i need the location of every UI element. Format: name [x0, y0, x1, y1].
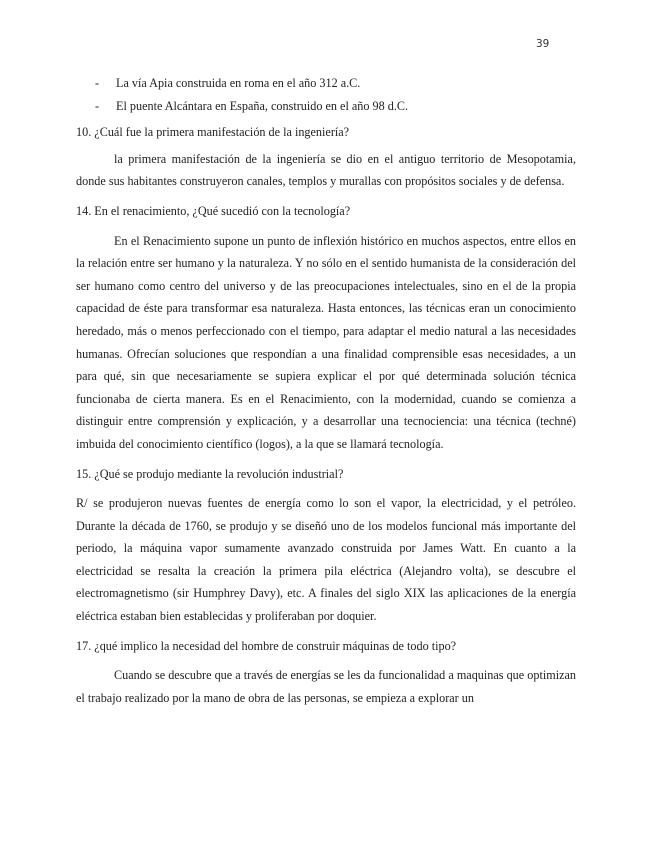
- question-10: 10. ¿Cuál fue la primera manifestación de la ingeniería?: [76, 125, 350, 140]
- answer-17: Cuando se descubre que a través de energías se les da funcionalidad a maquinas que optimizan el trabajo realizado por la mano de obra de las personas, se empieza a explorar un: [76, 668, 576, 705]
- bullet-item: [95, 95, 576, 118]
- question-17: 17. ¿qué implico la necesidad del hombre de construir máquinas de todo tipo?: [76, 638, 457, 653]
- answer-15: R/ se produjeron nuevas fuentes de energía como lo son el vapor, la electricidad, y el petróleo. Durante la década de 1760, se produjo y se diseñó uno de los modelos funcional más importante del periodo, la máquina vapor sumamente avanzado construida por James Watt. En cuanto a la electricidad se resalta la creación la primera pila eléctrica (Alejandro volta), se descubre el electromagnetismo (sir Humphrey Davy), etc. A finales del siglo XIX las aplicaciones de la energía eléctrica estaban bien establecidas y proliferaban por doquier.: [76, 496, 576, 624]
- document-body: [76, 72, 576, 709]
- bullet-item: [95, 72, 576, 95]
- bullet-text: El puente Alcántara en España, construido en el año 98 d.C.: [116, 98, 409, 113]
- question-15: 15. ¿Qué se produjo mediante la revolución industrial?: [76, 466, 344, 481]
- question-14: 14. En el renacimiento, ¿Qué sucedió con la tecnología?: [76, 203, 351, 218]
- page-number: 39: [536, 38, 550, 50]
- bullet-dash: -: [95, 76, 100, 90]
- bullet-dash: -: [95, 98, 100, 113]
- answer-10: la primera manifestación de la ingeniería se dio en el antiguo territorio de Mesopotamia, donde sus habitantes construyeron canales, templos y murallas con propósitos sociales y de defensa.: [76, 151, 576, 189]
- bullet-text: La vía Apia construida en roma en el año 312 a.C.: [116, 76, 361, 90]
- answer-14: En el Renacimiento supone un punto de inflexión histórico en muchos aspectos, entre ellos en la relación entre ser humano y la naturaleza. Y no sólo en el sentido humanista de la consideración del ser humano como centro del universo y de las preocupaciones intelectuales, sino en el de la propia capacidad de éste para transformar esa naturaleza. Hasta entonces, las técnicas eran un conocimiento heredado, más o menos perfeccionado con el tiempo, para adaptar el medio natural a las necesidades humanas. Ofrecían soluciones que respondían a una finalidad comprensible esas necesidades, a un para qué, sin que necesariamente se supiera explicar el por qué determinada solución técnica funcionaba de cierta manera. Es en el Renacimiento, con la modernidad, cuando se comienza a distinguir entre comprensión y explicación, y a desarrollar una tecnociencia: una técnica (techné) imbuida del conocimiento científico (logos), a la que se llamará tecnología.: [76, 233, 576, 451]
